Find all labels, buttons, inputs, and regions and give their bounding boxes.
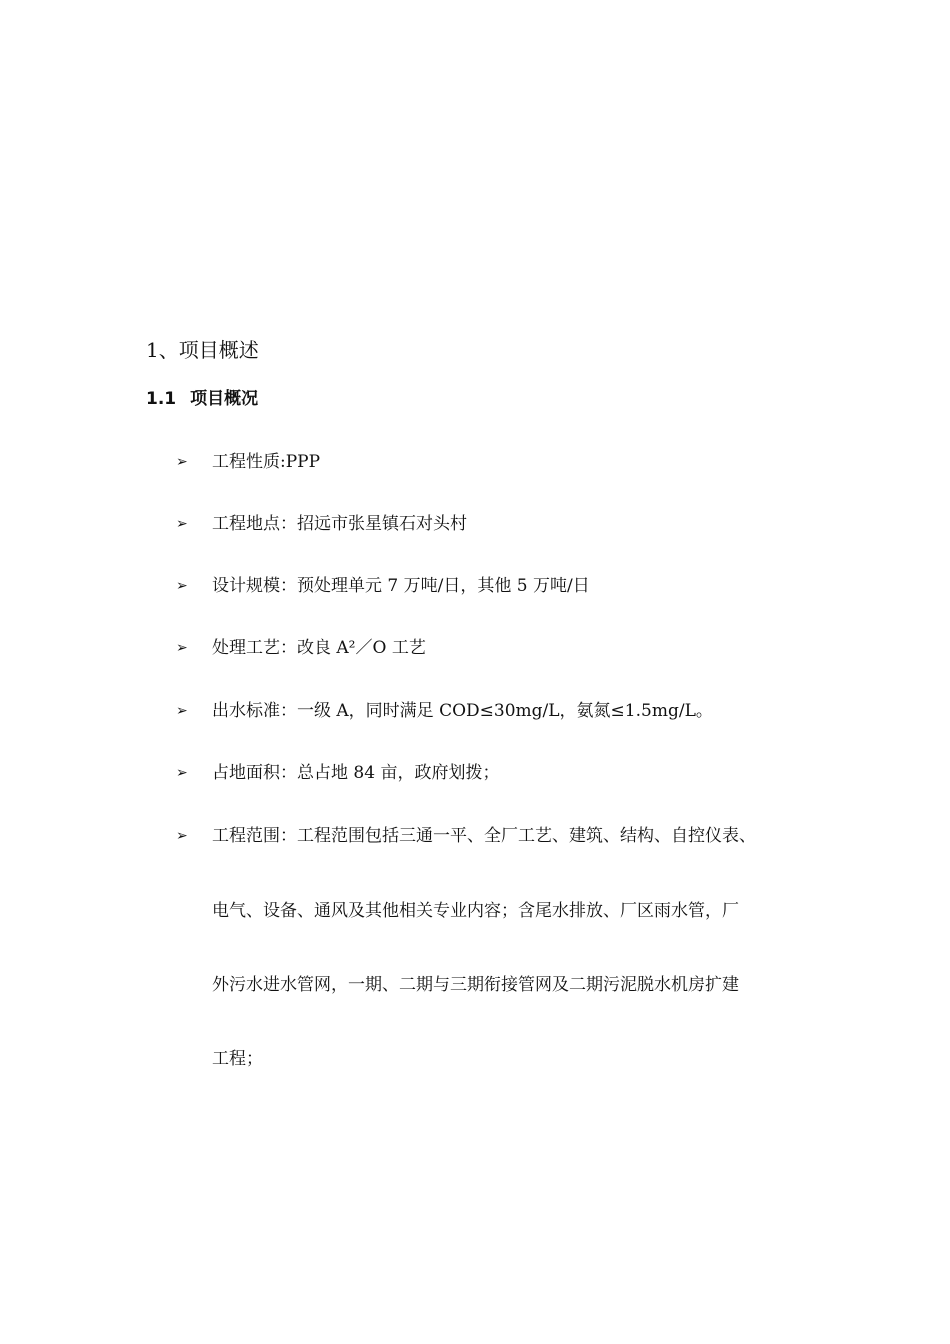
list-item-text: 出水标准：一级 A，同时满足 COD≤30mg/L，氨氮≤1.5mg/L。	[212, 701, 713, 721]
list-item-text: 设计规模：预处理单元 7 万吨/日，其他 5 万吨/日	[212, 576, 590, 596]
scope-line: 电气、设备、通风及其他相关专业内容；含尾水排放、厂区雨水管，厂	[212, 901, 739, 921]
arrow-bullet-icon: ➢	[176, 703, 188, 719]
arrow-bullet-icon: ➢	[176, 454, 188, 470]
arrow-bullet-icon: ➢	[176, 578, 188, 594]
list-item-text: 占地面积：总占地 84 亩，政府划拨；	[212, 763, 500, 783]
subsection-number: 1.1	[146, 389, 177, 409]
arrow-bullet-icon: ➢	[176, 765, 188, 781]
arrow-bullet-icon: ➢	[176, 516, 188, 532]
scope-line: 工程；	[212, 1049, 263, 1069]
list-item-text: 工程地点：招远市张星镇石对头村	[212, 514, 467, 534]
list-item-text: 处理工艺：改良 A²／O 工艺	[212, 638, 426, 658]
scope-line: 外污水进水管网，一期、二期与三期衔接管网及二期污泥脱水机房扩建	[212, 975, 739, 995]
section-title: 1、项目概述	[146, 338, 259, 362]
subsection-heading	[146, 387, 258, 411]
subsection-title: 项目概况	[190, 389, 259, 409]
arrow-bullet-icon: ➢	[176, 640, 188, 656]
scope-line: 工程范围：工程范围包括三通一平、全厂工艺、建筑、结构、自控仪表、	[212, 826, 756, 846]
list-item-text: 工程性质:PPP	[212, 452, 321, 472]
arrow-bullet-icon: ➢	[176, 828, 188, 844]
